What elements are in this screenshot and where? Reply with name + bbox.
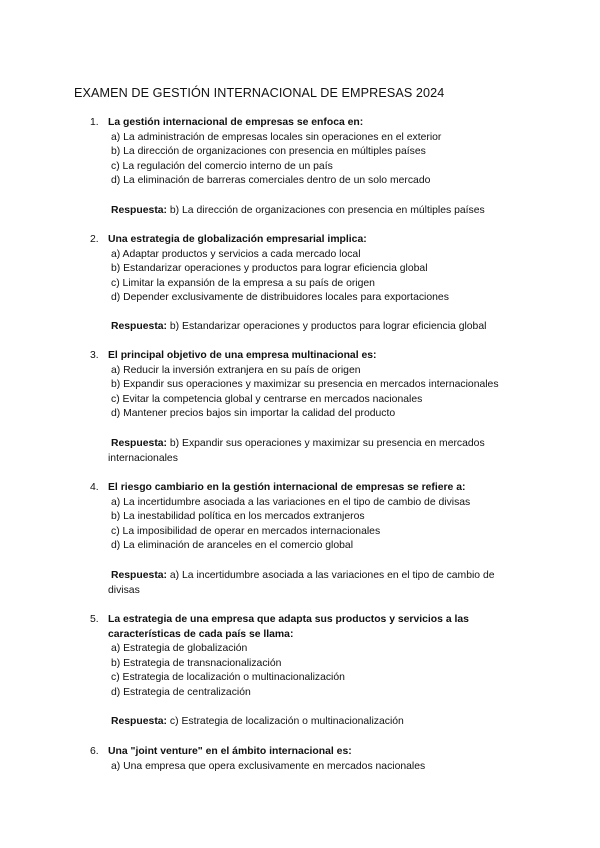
- answer-line: [111, 320, 531, 335]
- answer-text: c) Estrategia de localización o multinacionalización: [169, 716, 404, 727]
- option-a: a) La administración de empresas locales sin operaciones en el exterior: [111, 131, 442, 143]
- option-list: [111, 364, 541, 422]
- question-text: El riesgo cambiario en la gestión internacional de empresas se refiere a:: [108, 482, 466, 493]
- answer-label: Respuesta:: [111, 205, 168, 216]
- option-list: [111, 131, 541, 189]
- option-d: d) La eliminación de barreras comerciales dentro de un solo mercado: [111, 175, 431, 187]
- option-d: d) La eliminación de aranceles en el comercio global: [111, 540, 354, 552]
- answer-label: Respuesta:: [111, 716, 168, 727]
- question-number: 1.: [90, 117, 99, 128]
- answer-line: [111, 715, 531, 730]
- option-list: [111, 248, 541, 306]
- question-text: La gestión internacional de empresas se enfoca en:: [108, 117, 364, 128]
- question-number: 3.: [90, 350, 99, 361]
- option-a: a) Reducir la inversión extranjera en su país de origen: [111, 364, 361, 376]
- question-number: 4.: [90, 482, 99, 493]
- question-number: 6.: [90, 746, 99, 757]
- option-c: c) Estrategia de localización o multinacionalización: [111, 672, 345, 684]
- answer-line: [108, 437, 528, 466]
- option-list: [111, 496, 541, 554]
- answer-text: b) La dirección de organizaciones con presencia en múltiples países: [169, 205, 485, 216]
- question-text: Una estrategia de globalización empresarial implica:: [108, 234, 367, 245]
- option-b: b) La inestabilidad política en los mercados extranjeros: [111, 511, 365, 523]
- question-text: El principal objetivo de una empresa multinacional es:: [108, 350, 377, 361]
- option-a: a) Adaptar productos y servicios a cada mercado local: [111, 248, 361, 260]
- question-text: Una "joint venture" en el ámbito internacional es:: [108, 746, 352, 757]
- option-a: a) La incertidumbre asociada a las variaciones en el tipo de cambio de divisas: [111, 496, 471, 508]
- option-d: d) Estrategia de centralización: [111, 686, 251, 698]
- question-number: 5.: [90, 614, 99, 625]
- option-b: b) La dirección de organizaciones con presencia en múltiples países: [111, 146, 426, 158]
- answer-label: Respuesta:: [111, 438, 168, 449]
- option-d: d) Mantener precios bajos sin importar la calidad del producto: [111, 408, 396, 420]
- answer-label: Respuesta:: [111, 570, 168, 581]
- answer-text: b) Expandir sus operaciones y maximizar su presencia en mercados internacionales: [108, 438, 485, 464]
- option-c: c) Limitar la expansión de la empresa a su país de origen: [111, 277, 375, 289]
- option-b: b) Estrategia de transnacionalización: [111, 657, 282, 669]
- question-text: La estrategia de una empresa que adapta sus productos y servicios a las características de cada país se llama:: [108, 614, 469, 640]
- option-c: c) La regulación del comercio interno de un país: [111, 160, 333, 172]
- answer-line: [111, 204, 531, 219]
- answer-text: a) La incertidumbre asociada a las variaciones en el tipo de cambio de divisas: [108, 570, 495, 596]
- option-d: d) Depender exclusivamente de distribuidores locales para exportaciones: [111, 292, 449, 304]
- option-c: c) Evitar la competencia global y centrarse en mercados nacionales: [111, 393, 423, 405]
- option-b: b) Expandir sus operaciones y maximizar su presencia en mercados internacionales: [111, 379, 499, 391]
- answer-text: b) Estandarizar operaciones y productos para lograr eficiencia global: [169, 321, 487, 332]
- option-list: [111, 642, 541, 700]
- option-a: a) Una empresa que opera exclusivamente en mercados nacionales: [111, 760, 426, 772]
- option-b: b) Estandarizar operaciones y productos para lograr eficiencia global: [111, 263, 428, 275]
- exam-title: EXAMEN DE GESTIÓN INTERNACIONAL DE EMPRESAS 2024: [74, 86, 445, 100]
- answer-label: Respuesta:: [111, 321, 168, 332]
- option-a: a) Estrategia de globalización: [111, 643, 248, 655]
- option-list: [111, 760, 541, 775]
- question-number: 2.: [90, 234, 99, 245]
- answer-line: [108, 569, 528, 598]
- option-c: c) La imposibilidad de operar en mercados internacionales: [111, 525, 381, 537]
